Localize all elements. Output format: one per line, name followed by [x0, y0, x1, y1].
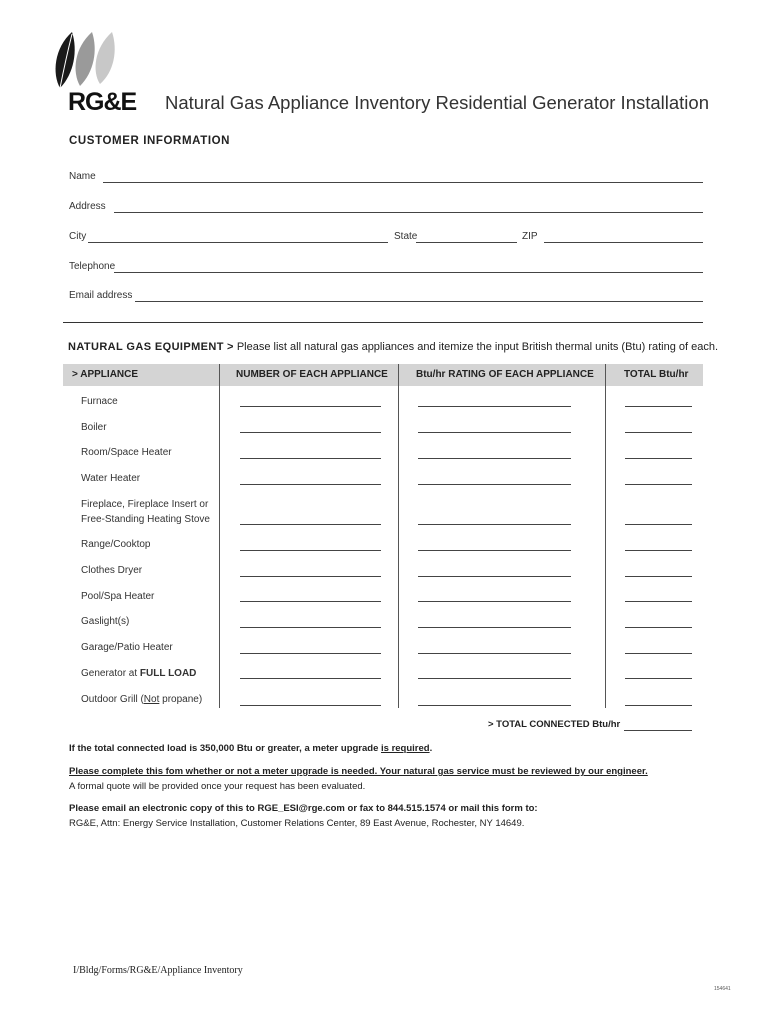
- row-label-boiler: Boiler: [81, 422, 107, 433]
- email-label: Email address: [69, 290, 133, 301]
- row-label-gaslights: Gaslight(s): [81, 616, 130, 627]
- total-field[interactable]: [625, 406, 692, 407]
- total-connected-field[interactable]: [624, 730, 692, 731]
- row-label-furnace: Furnace: [81, 396, 118, 407]
- state-field[interactable]: [416, 242, 517, 243]
- number-field[interactable]: [240, 601, 381, 602]
- rating-field[interactable]: [418, 705, 571, 706]
- row-label-grill: [81, 692, 202, 707]
- number-field[interactable]: [240, 705, 381, 706]
- row-label-pool-heater: Pool/Spa Heater: [81, 591, 155, 602]
- rating-field[interactable]: [418, 653, 571, 654]
- row-label-dryer: Clothes Dryer: [81, 565, 143, 576]
- zip-field[interactable]: [544, 242, 703, 243]
- total-field[interactable]: [625, 705, 692, 706]
- number-field[interactable]: [240, 484, 381, 485]
- note-text: If the total connected load is 350,000 Btu or greater, a meter upgrade: [69, 743, 382, 754]
- col-appliance-header: > APPLIANCE: [72, 369, 139, 380]
- total-field[interactable]: [625, 678, 692, 679]
- rating-field[interactable]: [418, 458, 571, 459]
- number-field[interactable]: [240, 458, 381, 459]
- col-number-header: NUMBER OF EACH APPLIANCE: [236, 369, 388, 380]
- rating-field[interactable]: [418, 432, 571, 433]
- leaf-dark-icon: [56, 32, 75, 88]
- equipment-instruction: Please list all natural gas appliances and itemize the input British thermal units (Btu) rating of each.: [236, 341, 719, 353]
- submission-note: Please email an electronic copy of this to RGE_ESI@rge.com or fax to 844.515.1574 or mail this form to:: [69, 803, 538, 814]
- note-period: .: [429, 743, 433, 754]
- propane-text: propane): [159, 694, 203, 705]
- number-field[interactable]: [240, 627, 381, 628]
- row-label-water-heater: Water Heater: [81, 473, 141, 484]
- column-divider: [219, 364, 220, 708]
- rating-field[interactable]: [418, 576, 571, 577]
- number-field[interactable]: [240, 550, 381, 551]
- row-label-generator: [81, 666, 196, 681]
- col-total-header: TOTAL Btu/hr: [624, 369, 689, 380]
- telephone-field[interactable]: [114, 272, 703, 273]
- city-field[interactable]: [88, 242, 388, 243]
- total-field[interactable]: [625, 458, 692, 459]
- row-label-fireplace-line2: Free-Standing Heating Stove: [81, 514, 210, 525]
- full-load-text: FULL LOAD: [139, 668, 197, 679]
- state-label: State: [394, 231, 418, 242]
- rating-field[interactable]: [418, 406, 571, 407]
- total-field[interactable]: [625, 576, 692, 577]
- row-label-patio-heater: Garage/Patio Heater: [81, 642, 173, 653]
- address-field[interactable]: [114, 212, 703, 213]
- number-field[interactable]: [240, 432, 381, 433]
- note-required-text: is required: [381, 743, 430, 754]
- name-field[interactable]: [103, 182, 703, 183]
- column-divider: [398, 364, 399, 708]
- leaf-gray-icon: [76, 32, 95, 86]
- form-code: 154641: [714, 986, 731, 992]
- number-field[interactable]: [240, 576, 381, 577]
- total-field[interactable]: [625, 550, 692, 551]
- city-label: City: [69, 231, 87, 242]
- row-label-fireplace-line1: Fireplace, Fireplace Insert or: [81, 499, 209, 510]
- number-field[interactable]: [240, 524, 381, 525]
- col-rating-header: Btu/hr RATING OF EACH APPLIANCE: [416, 369, 594, 380]
- row-label-room-heater: Room/Space Heater: [81, 447, 172, 458]
- arrow-icon: >: [226, 341, 234, 353]
- not-text: Not: [143, 694, 160, 705]
- footer-path: I/Bldg/Forms/RG&E/Appliance Inventory: [73, 965, 243, 976]
- leaf-light-icon: [96, 32, 115, 84]
- total-field[interactable]: [625, 432, 692, 433]
- meter-upgrade-note: [69, 743, 432, 754]
- rating-field[interactable]: [418, 550, 571, 551]
- equipment-heading: [68, 341, 718, 353]
- total-connected-label: > TOTAL CONNECTED Btu/hr: [488, 719, 621, 730]
- row-label-fireplace: [81, 497, 210, 527]
- total-field[interactable]: [625, 653, 692, 654]
- page-title: Natural Gas Appliance Inventory Residential Generator Installation: [165, 92, 709, 113]
- total-field[interactable]: [625, 484, 692, 485]
- number-field[interactable]: [240, 406, 381, 407]
- brand-wordmark: RG&E: [68, 88, 137, 116]
- grill-text: Outdoor Grill (: [81, 694, 144, 705]
- rating-field[interactable]: [418, 601, 571, 602]
- generator-text: Generator at: [81, 668, 140, 679]
- name-label: Name: [69, 171, 96, 182]
- address-label: Address: [69, 201, 106, 212]
- number-field[interactable]: [240, 653, 381, 654]
- rating-field[interactable]: [418, 524, 571, 525]
- rating-field[interactable]: [418, 627, 571, 628]
- mailing-address: RG&E, Attn: Energy Service Installation, Customer Relations Center, 89 East Avenue, Rochester, NY 14649.: [69, 818, 525, 829]
- zip-label: ZIP: [522, 231, 538, 242]
- customer-info-heading: CUSTOMER INFORMATION: [69, 135, 231, 147]
- rating-field[interactable]: [418, 678, 571, 679]
- rge-leaf-logo: [48, 28, 128, 90]
- column-divider: [605, 364, 606, 708]
- equipment-title: NATURAL GAS EQUIPMENT: [68, 341, 224, 353]
- telephone-label: Telephone: [69, 261, 116, 272]
- total-field[interactable]: [625, 627, 692, 628]
- total-field[interactable]: [625, 524, 692, 525]
- row-label-range: Range/Cooktop: [81, 539, 151, 550]
- complete-form-note: Please complete this fom whether or not a meter upgrade is needed. Your natural gas service must be reviewed by our engineer.: [69, 766, 648, 777]
- quote-note: A formal quote will be provided once your request has been evaluated.: [69, 781, 366, 792]
- rating-field[interactable]: [418, 484, 571, 485]
- number-field[interactable]: [240, 678, 381, 679]
- section-divider: [63, 322, 703, 323]
- total-field[interactable]: [625, 601, 692, 602]
- email-field[interactable]: [135, 301, 703, 302]
